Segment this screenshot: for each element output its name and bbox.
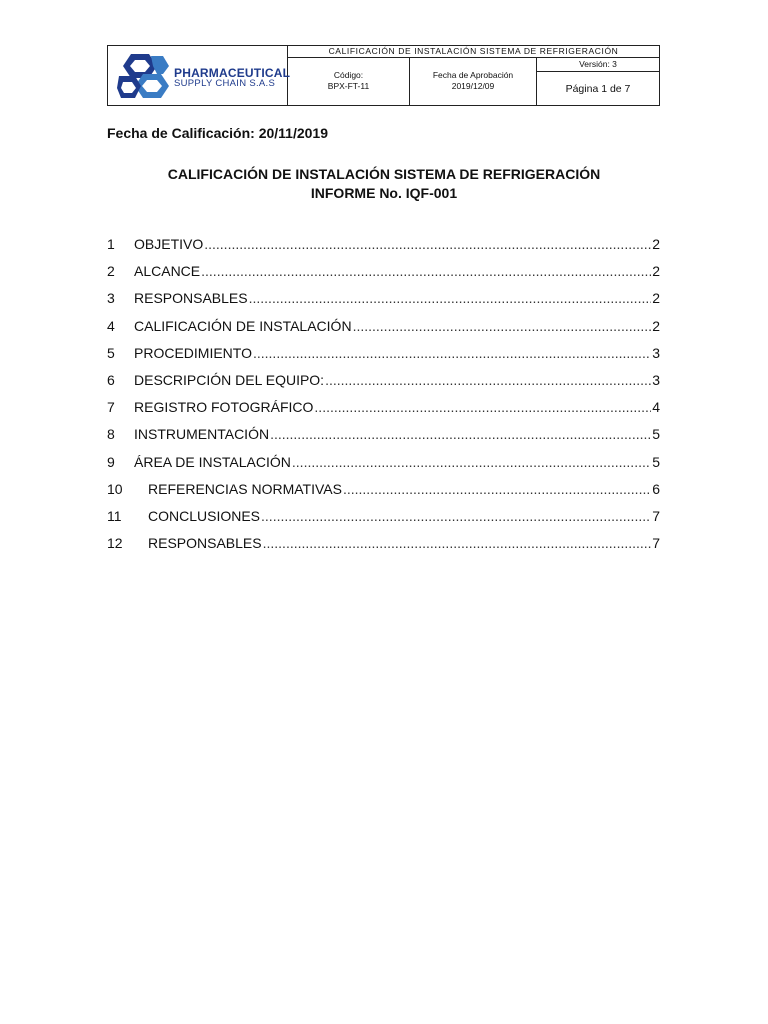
table-of-contents: [107, 236, 660, 562]
toc-item[interactable]: [107, 399, 660, 426]
toc-leader-dots: [201, 263, 651, 279]
toc-page: 7: [652, 535, 660, 552]
toc-leader-dots: [204, 236, 651, 252]
toc-page: 6: [652, 480, 660, 497]
toc-leader-dots: [263, 535, 652, 551]
toc-item[interactable]: [107, 236, 660, 263]
toc-label: REFERENCIAS NORMATIVAS: [148, 480, 342, 497]
toc-label: ALCANCE: [134, 263, 201, 280]
toc-item[interactable]: [107, 508, 660, 535]
toc-label: CALIFICACIÓN DE INSTALACIÓN: [134, 317, 352, 334]
toc-page: 2: [652, 317, 660, 334]
toc-label: REGISTRO FOTOGRÁFICO: [134, 399, 314, 416]
toc-label: ÁREA DE INSTALACIÓN: [134, 453, 291, 470]
approval-label: Fecha de Aprobación: [432, 70, 514, 80]
toc-page: 2: [652, 263, 660, 280]
toc-page: 5: [652, 426, 660, 443]
toc-number: 4: [107, 317, 115, 334]
approval-value: 2019/12/09: [451, 81, 495, 91]
toc-item[interactable]: [107, 535, 660, 562]
toc-page: 3: [652, 371, 660, 388]
toc-label: RESPONSABLES: [134, 290, 248, 307]
calification-date: Fecha de Calificación: 20/11/2019: [107, 125, 329, 141]
toc-item[interactable]: [107, 318, 660, 345]
brand-name: PHARMACEUTICAL: [174, 66, 291, 80]
toc-item[interactable]: [107, 290, 660, 317]
toc-leader-dots: [325, 372, 651, 388]
version-label: Versión: 3: [537, 58, 659, 72]
toc-item[interactable]: [107, 372, 660, 399]
toc-page: 4: [652, 399, 660, 416]
toc-label: OBJETIVO: [134, 236, 204, 252]
approval-cell: [410, 58, 537, 105]
toc-item[interactable]: [107, 454, 660, 481]
toc-leader-dots: [353, 318, 652, 334]
toc-page: 3: [652, 344, 660, 361]
header-doc-title: CALIFICACIÓN DE INSTALACIÓN SISTEMA DE REFRIGERACIÓN: [288, 46, 659, 58]
toc-number: 10: [107, 480, 123, 497]
toc-number: 7: [107, 399, 115, 416]
toc-item[interactable]: [107, 481, 660, 508]
toc-label: PROCEDIMIENTO: [134, 344, 252, 361]
toc-number: 8: [107, 426, 115, 443]
toc-label: CONCLUSIONES: [148, 507, 261, 524]
toc-leader-dots: [261, 508, 651, 524]
document-title-line2: INFORME No. IQF-001: [310, 185, 458, 201]
toc-leader-dots: [249, 290, 652, 306]
toc-leader-dots: [253, 345, 651, 361]
toc-leader-dots: [270, 426, 651, 442]
logo-cell: [108, 46, 291, 105]
toc-number: 11: [107, 507, 122, 524]
toc-page: 2: [652, 290, 660, 307]
toc-item[interactable]: [107, 345, 660, 372]
toc-page: 7: [652, 507, 660, 524]
code-label: Código:: [333, 70, 364, 80]
toc-leader-dots: [314, 399, 651, 415]
toc-label: DESCRIPCIÓN DEL EQUIPO:: [134, 371, 325, 388]
toc-leader-dots: [343, 481, 651, 497]
company-logo-icon: [117, 52, 171, 102]
toc-page: 2: [652, 236, 660, 252]
toc-label: INSTRUMENTACIÓN: [134, 426, 270, 443]
toc-number: 3: [107, 290, 115, 307]
toc-number: 12: [107, 535, 123, 552]
brand-subtitle: SUPPLY CHAIN S.A.S: [174, 78, 276, 89]
toc-number: 9: [107, 453, 115, 470]
toc-number: 2: [107, 263, 115, 280]
toc-page: 5: [652, 453, 660, 470]
toc-number: 1: [107, 236, 115, 252]
code-value: BPX-FT-11: [327, 81, 370, 91]
document-title-line1: CALIFICACIÓN DE INSTALACIÓN SISTEMA DE REFRIGERACIÓN: [167, 166, 601, 182]
toc-number: 6: [107, 371, 115, 388]
document-header: [107, 45, 660, 106]
toc-number: 5: [107, 344, 115, 361]
page-number: Página 1 de 7: [565, 83, 631, 95]
toc-leader-dots: [292, 454, 651, 470]
toc-label: RESPONSABLES: [148, 535, 262, 552]
code-cell: [288, 58, 410, 105]
toc-item[interactable]: [107, 426, 660, 453]
toc-item[interactable]: [107, 263, 660, 290]
